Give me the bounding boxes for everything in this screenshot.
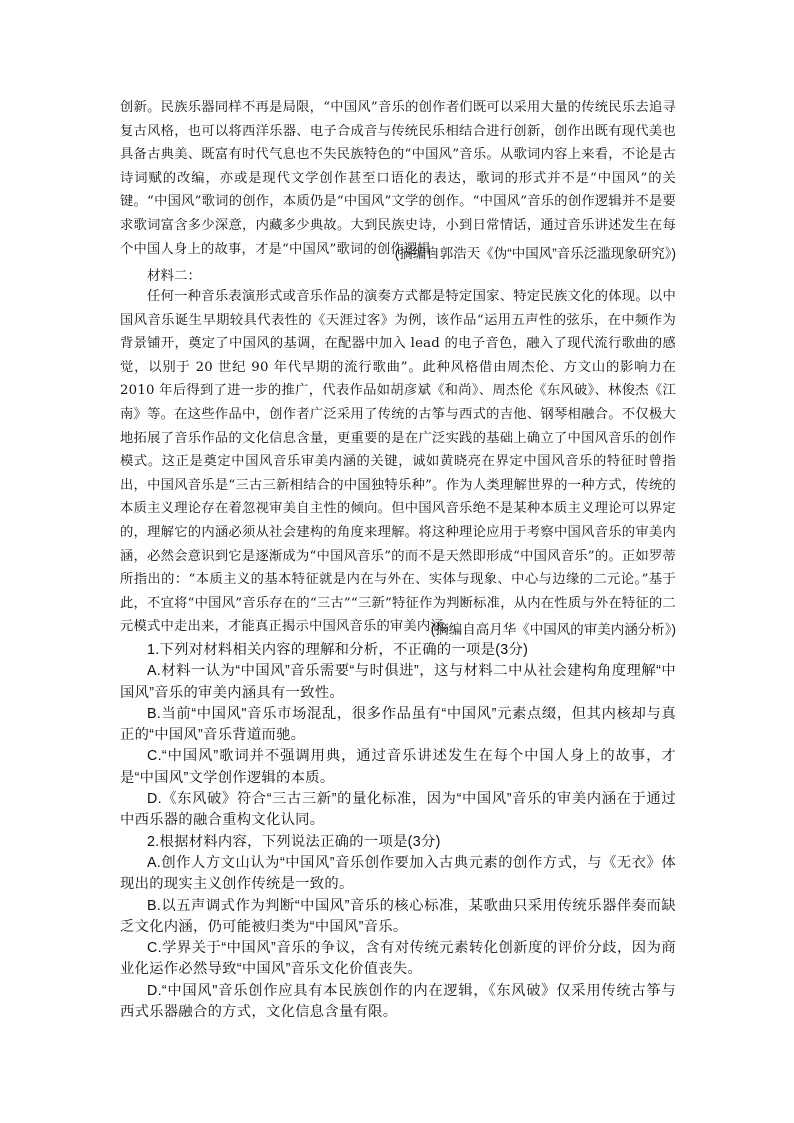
question-2-option-d: D.“中国风"音乐创作应具有本民族创作的内在逻辑，《东风破》仅采用传统古筝与西式乐器融合的方式，文化信息含量有限。 <box>120 982 676 1021</box>
material-two-label: 材料二： <box>147 268 201 284</box>
question-2-option-a: A.创作人方文山认为“中国风”音乐创作要加入古典元素的创作方式，与《无衣》体现出的现实主义创作传统是一致的。 <box>120 854 676 893</box>
question-1-stem: 1.下列对材料相关内容的理解和分析，不正确的一项是(3分) <box>147 642 529 658</box>
question-1-option-c: C.“中国风”歌词并不强调用典，通过音乐讲述发生在每个中国人身上的故事，才是“中国风”文学创作逻辑的本质。 <box>120 748 676 786</box>
material-two <box>120 285 676 639</box>
question-2-stem: 2.根据材料内容，下列说法正确的一项是(3分) <box>147 833 441 850</box>
question-1-option-d: D.《东风破》符合“三古三新”的量化标准，因为“中国风”音乐的审美内涵在于通过中西乐器的融合重构文化认同。 <box>120 791 676 829</box>
material-one-source: (摘编自郭浩天《伪“中国风”音乐泛滥现象研究》) <box>394 246 676 261</box>
question-1-option-a: A.材料一认为“中国风”音乐需要“与时俱进”，这与材料二中从社会建构角度理解“中国风”音乐的审美内涵具有一致性。 <box>120 663 676 701</box>
material-one <box>120 96 676 261</box>
question-2-option-c: C.学界关于“中国风”音乐的争议，含有对传统元素转化创新度的评价分歧，因为商业化运作必然导致“中国风”音乐文化价值丧失。 <box>120 940 676 978</box>
material-one-paragraph: 创新。民族乐器同样不再是局限，“中国风”音乐的创作者们既可以采用大量的传统民乐去追寻复古风格，也可以将西洋乐器、电子合成音与传统民乐相结合进行创新，创作出既有现代美也具备古典美、既富有时代气息也不失民族特色的“中国风”音乐。从歌词内容上来看，不论是古诗词赋的改编，亦或是现代文学创作甚至口语化的表达，歌词的形式并不是“中国风”的关键。“中国风”歌词的创作，本质仍是“中国风”文学的创作。“中国风”音乐的创作逻辑并不是要求歌词富含多少深意，内藏多少典故。大到民族史诗，小到日常情话，通过音乐讲述发生在每个中国人身上的故事，才是“中国风”歌词的创作逻辑。 <box>120 100 676 257</box>
material-two-paragraph: 任何一种音乐表演形式或音乐作品的演奏方式都是特定国家、特定民族文化的体现。以中国风音乐诞生早期较具代表性的《天涯过客》为例，该作品“运用五声性的弦乐，在中频作为背景铺开，奠定了中国风的基调，在配器中加入 lead 的电子音色，融入了现代流行歌曲的感觉，以别于 20 世纪 90 年代早期的流行歌曲”。此种风格借由周杰伦、方文山的影响力在 2010 年后得到了进一步的推广，代表作品如胡彦斌《和尚》、周杰伦《东风破》、林俊杰《江南》等。在这些作品中，创作者广泛采用了传统的古筝与西式的吉他、钢琴相融合。不仅极大地拓展了音乐作品的文化信息含量，更重要的是在广泛实践的基础上确立了中国风音乐的创作模式。这正是奠定中国风音乐审美内涵的关键，诚如黄晓亮在界定中国风音乐的特征时曾指出，中国风音乐是“三古三新相结合的中国独特乐种”。作为人类理解世界的一种方式，传统的本质主义理论存在着忽视审美自主性的倾向。但中国风音乐绝不是某种本质主义理论可以界定的，理解它的内涵必须从社会建构的角度来理解。将这种理论应用于考察中国风音乐的审美内涵，必然会意识到它是逐渐成为“中国风音乐”的而不是天然即形成“中国风音乐”的。正如罗蒂所指出的：“本质主义的基本特征就是内在与外在、实体与现象、中心与边缘的二元论。”基于此，不宜将“中国风”音乐存在的“三古”“三新”特征作为判断标准，从内在性质与外在特征的二元模式中走出来，才能真正揭示中国风音乐的审美内涵。 <box>120 289 676 635</box>
question-section <box>120 640 676 1023</box>
material-two-source: (摘编自高月华《中国风的审美内涵分析》) <box>430 622 676 637</box>
question-1-option-b: B.当前“中国风"音乐市场混乱，很多作品虽有“中国风”元素点缀，但其内核却与真正的“中国风”音乐背道而驰。 <box>120 705 676 744</box>
question-2-option-b: B.以五声调式作为判断“中国风”音乐的核心标准，某歌曲只采用传统乐器伴奏而缺乏文化内涵，仍可能被归类为“中国风”音乐。 <box>120 897 676 935</box>
